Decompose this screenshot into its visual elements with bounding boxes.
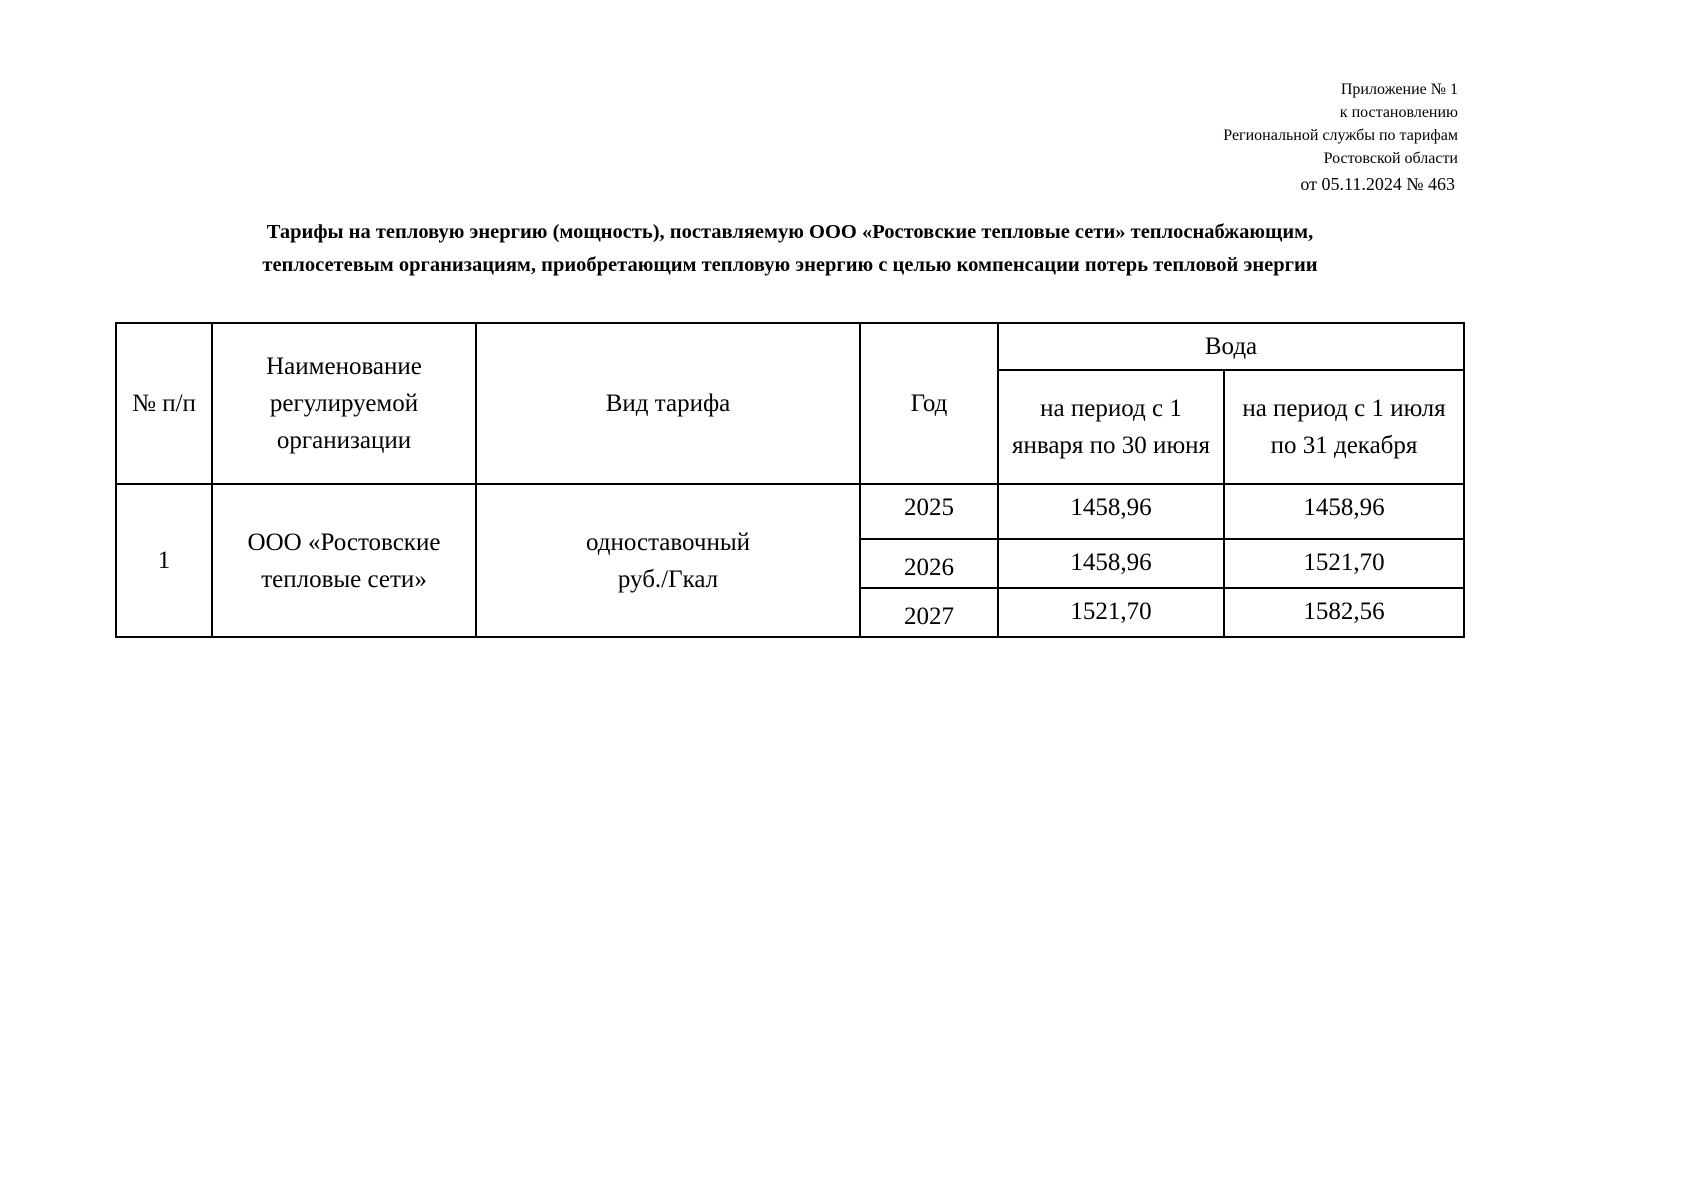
- header-period-1: на период с 1 января по 30 июня: [998, 370, 1224, 484]
- cell-year: 2026: [860, 539, 998, 588]
- appendix-line: к постановлению: [1339, 104, 1458, 121]
- title-line-2: теплосетевым организациям, приобретающим тепловую энергию с целью компенсации потерь тепловой энергии: [262, 254, 1318, 276]
- cell-period-2-value: 1458,96: [1224, 484, 1464, 539]
- cell-period-2-value: 1521,70: [1224, 539, 1464, 588]
- appendix-line: Приложение № 1: [1340, 81, 1458, 98]
- cell-organization: ООО «Ростовские тепловые сети»: [212, 484, 476, 637]
- appendix-line: Ростовской области: [1323, 150, 1458, 167]
- cell-year: 2025: [860, 484, 998, 539]
- cell-period-1-value: 1458,96: [998, 539, 1224, 588]
- cell-period-2-value: 1582,56: [1224, 588, 1464, 637]
- header-organization: Наименование регулируемой организации: [212, 323, 476, 484]
- appendix-block: [1223, 78, 1458, 196]
- cell-period-1-value: 1521,70: [998, 588, 1224, 637]
- tariff-type-text: одноставочный: [585, 528, 751, 556]
- header-num: № п/п: [116, 323, 212, 484]
- title-line-1: Тарифы на тепловую энергию (мощность), поставляемую ООО «Ростовские тепловые сети» теплоснабжающим,: [266, 221, 1314, 243]
- appendix-line: Региональной службы по тарифам: [1223, 127, 1458, 144]
- cell-tariff-type: [476, 484, 860, 637]
- header-tariff-type: Вид тарифа: [476, 323, 860, 484]
- table-row: [116, 484, 1464, 539]
- tariff-table: [115, 322, 1465, 638]
- header-row: [116, 323, 1464, 370]
- cell-period-1-value: 1458,96: [998, 484, 1224, 539]
- document-title: [140, 216, 1440, 282]
- cell-num: 1: [116, 484, 212, 637]
- header-water: Вода: [998, 323, 1464, 370]
- header-year: Год: [860, 323, 998, 484]
- cell-year: 2027: [860, 588, 998, 637]
- appendix-date: от 05.11.2024 № 463: [1300, 174, 1455, 194]
- tariff-unit-text: руб./Гкал: [617, 565, 719, 593]
- header-period-2: на период с 1 июля по 31 декабря: [1224, 370, 1464, 484]
